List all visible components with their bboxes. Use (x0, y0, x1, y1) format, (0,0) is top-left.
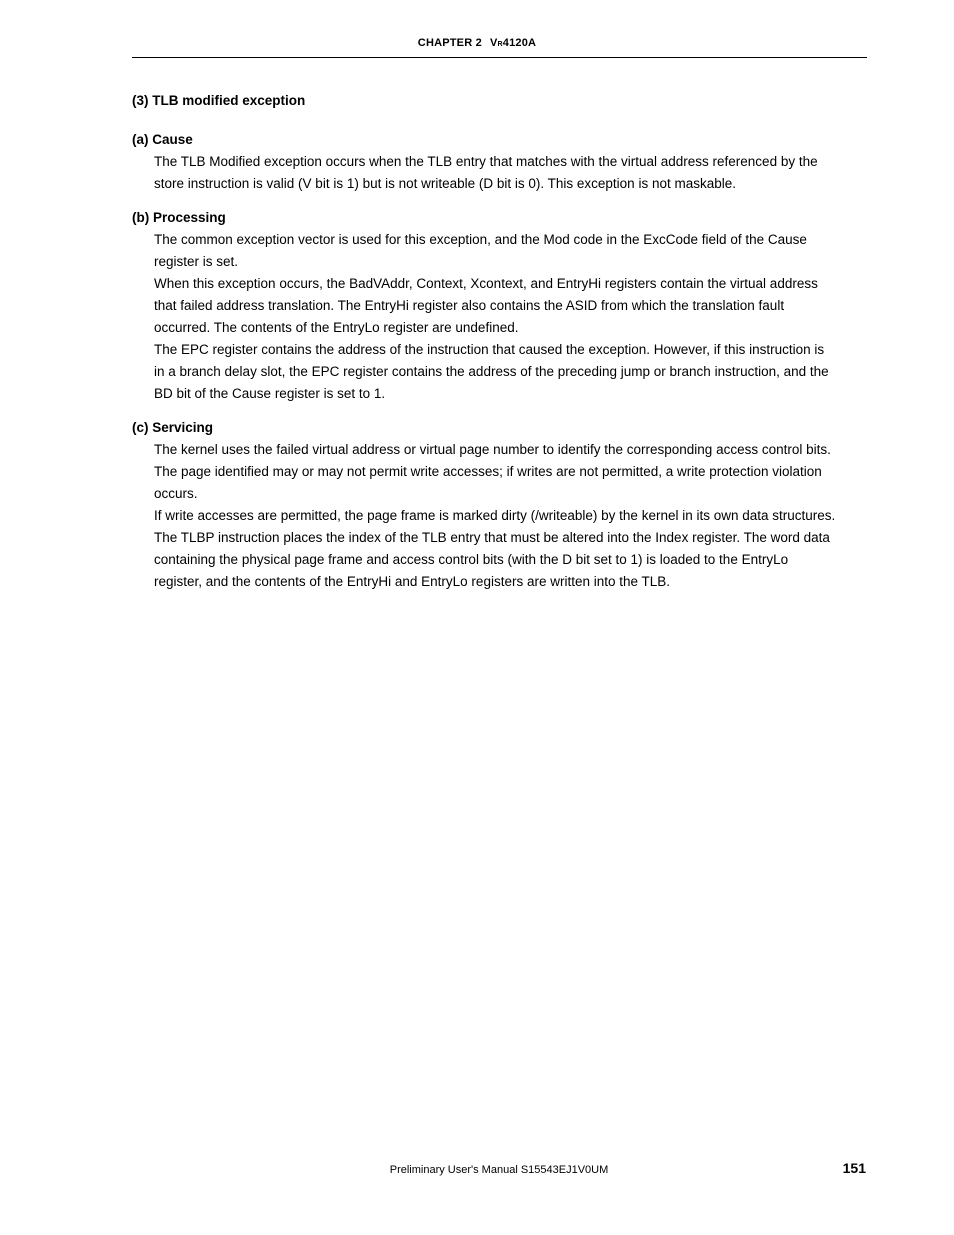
subsection-title-servicing: (c) Servicing (132, 420, 214, 435)
text-line: The common exception vector is used for this exception, and the Mod code in the ExcCode field of the Cause (154, 232, 807, 247)
subsection-title-processing: (b) Processing (132, 210, 226, 225)
paragraph (154, 339, 867, 405)
text-line: BD bit of the Cause register is set to 1. (154, 386, 386, 401)
text-line: containing the physical page frame and access control bits (with the D bit set to 1) is loaded to the EntryLo (154, 552, 789, 567)
running-header (0, 37, 954, 49)
text-line: register is set. (154, 254, 239, 269)
text-line: If write accesses are permitted, the page frame is marked dirty (/writeable) by the kernel in its own data structures. (154, 508, 836, 523)
product-name-r: R (497, 41, 503, 48)
text-line: that failed address translation. The EntryHi register also contains the ASID from which the translation fault (154, 298, 785, 313)
text-line: The TLBP instruction places the index of the TLB entry that must be altered into the Index register. The word data (154, 530, 830, 545)
paragraph (154, 505, 867, 593)
text-line: occurred. The contents of the EntryLo register are undefined. (154, 320, 519, 335)
subsection-processing (132, 209, 867, 405)
footer-manual-id: Preliminary User's Manual S15543EJ1V0UM (389, 1164, 609, 1176)
text-line: register, and the contents of the EntryHi and EntryLo registers are written into the TLB. (154, 574, 671, 589)
header-rule (132, 57, 867, 58)
text-line: When this exception occurs, the BadVAddr, Context, Xcontext, and EntryHi registers contain the virtual address (154, 276, 818, 291)
product-name (490, 37, 536, 49)
product-name-v: V (489, 37, 498, 49)
text-line: in a branch delay slot, the EPC register contains the address of the preceding jump or branch instruction, and the (154, 364, 829, 379)
text-line: The EPC register contains the address of the instruction that caused the exception. However, if this instruction is (154, 342, 825, 357)
page-number: 151 (842, 1160, 866, 1176)
product-name-number: 4120A (502, 37, 537, 49)
paragraph (154, 151, 867, 195)
paragraph (154, 439, 867, 505)
chapter-label: CHAPTER 2 (417, 37, 482, 49)
text-line: occurs. (154, 486, 198, 501)
paragraph (154, 229, 867, 273)
text-line: store instruction is valid (V bit is 1) but is not writeable (D bit is 0). This exception is not maskable. (154, 176, 736, 191)
subsection-cause (132, 131, 867, 195)
subsection-servicing (132, 419, 867, 593)
text-line: The TLB Modified exception occurs when the TLB entry that matches with the virtual address referenced by the (154, 154, 818, 169)
text-line: The kernel uses the failed virtual address or virtual page number to identify the corresponding access control bits. (154, 442, 831, 457)
subsection-title-cause: (a) Cause (132, 132, 193, 147)
paragraph (154, 273, 867, 339)
page-content (132, 92, 867, 607)
section-title: (3) TLB modified exception (132, 93, 306, 108)
text-line: The page identified may or may not permit write accesses; if writes are not permitted, a write protection violation (154, 464, 822, 479)
